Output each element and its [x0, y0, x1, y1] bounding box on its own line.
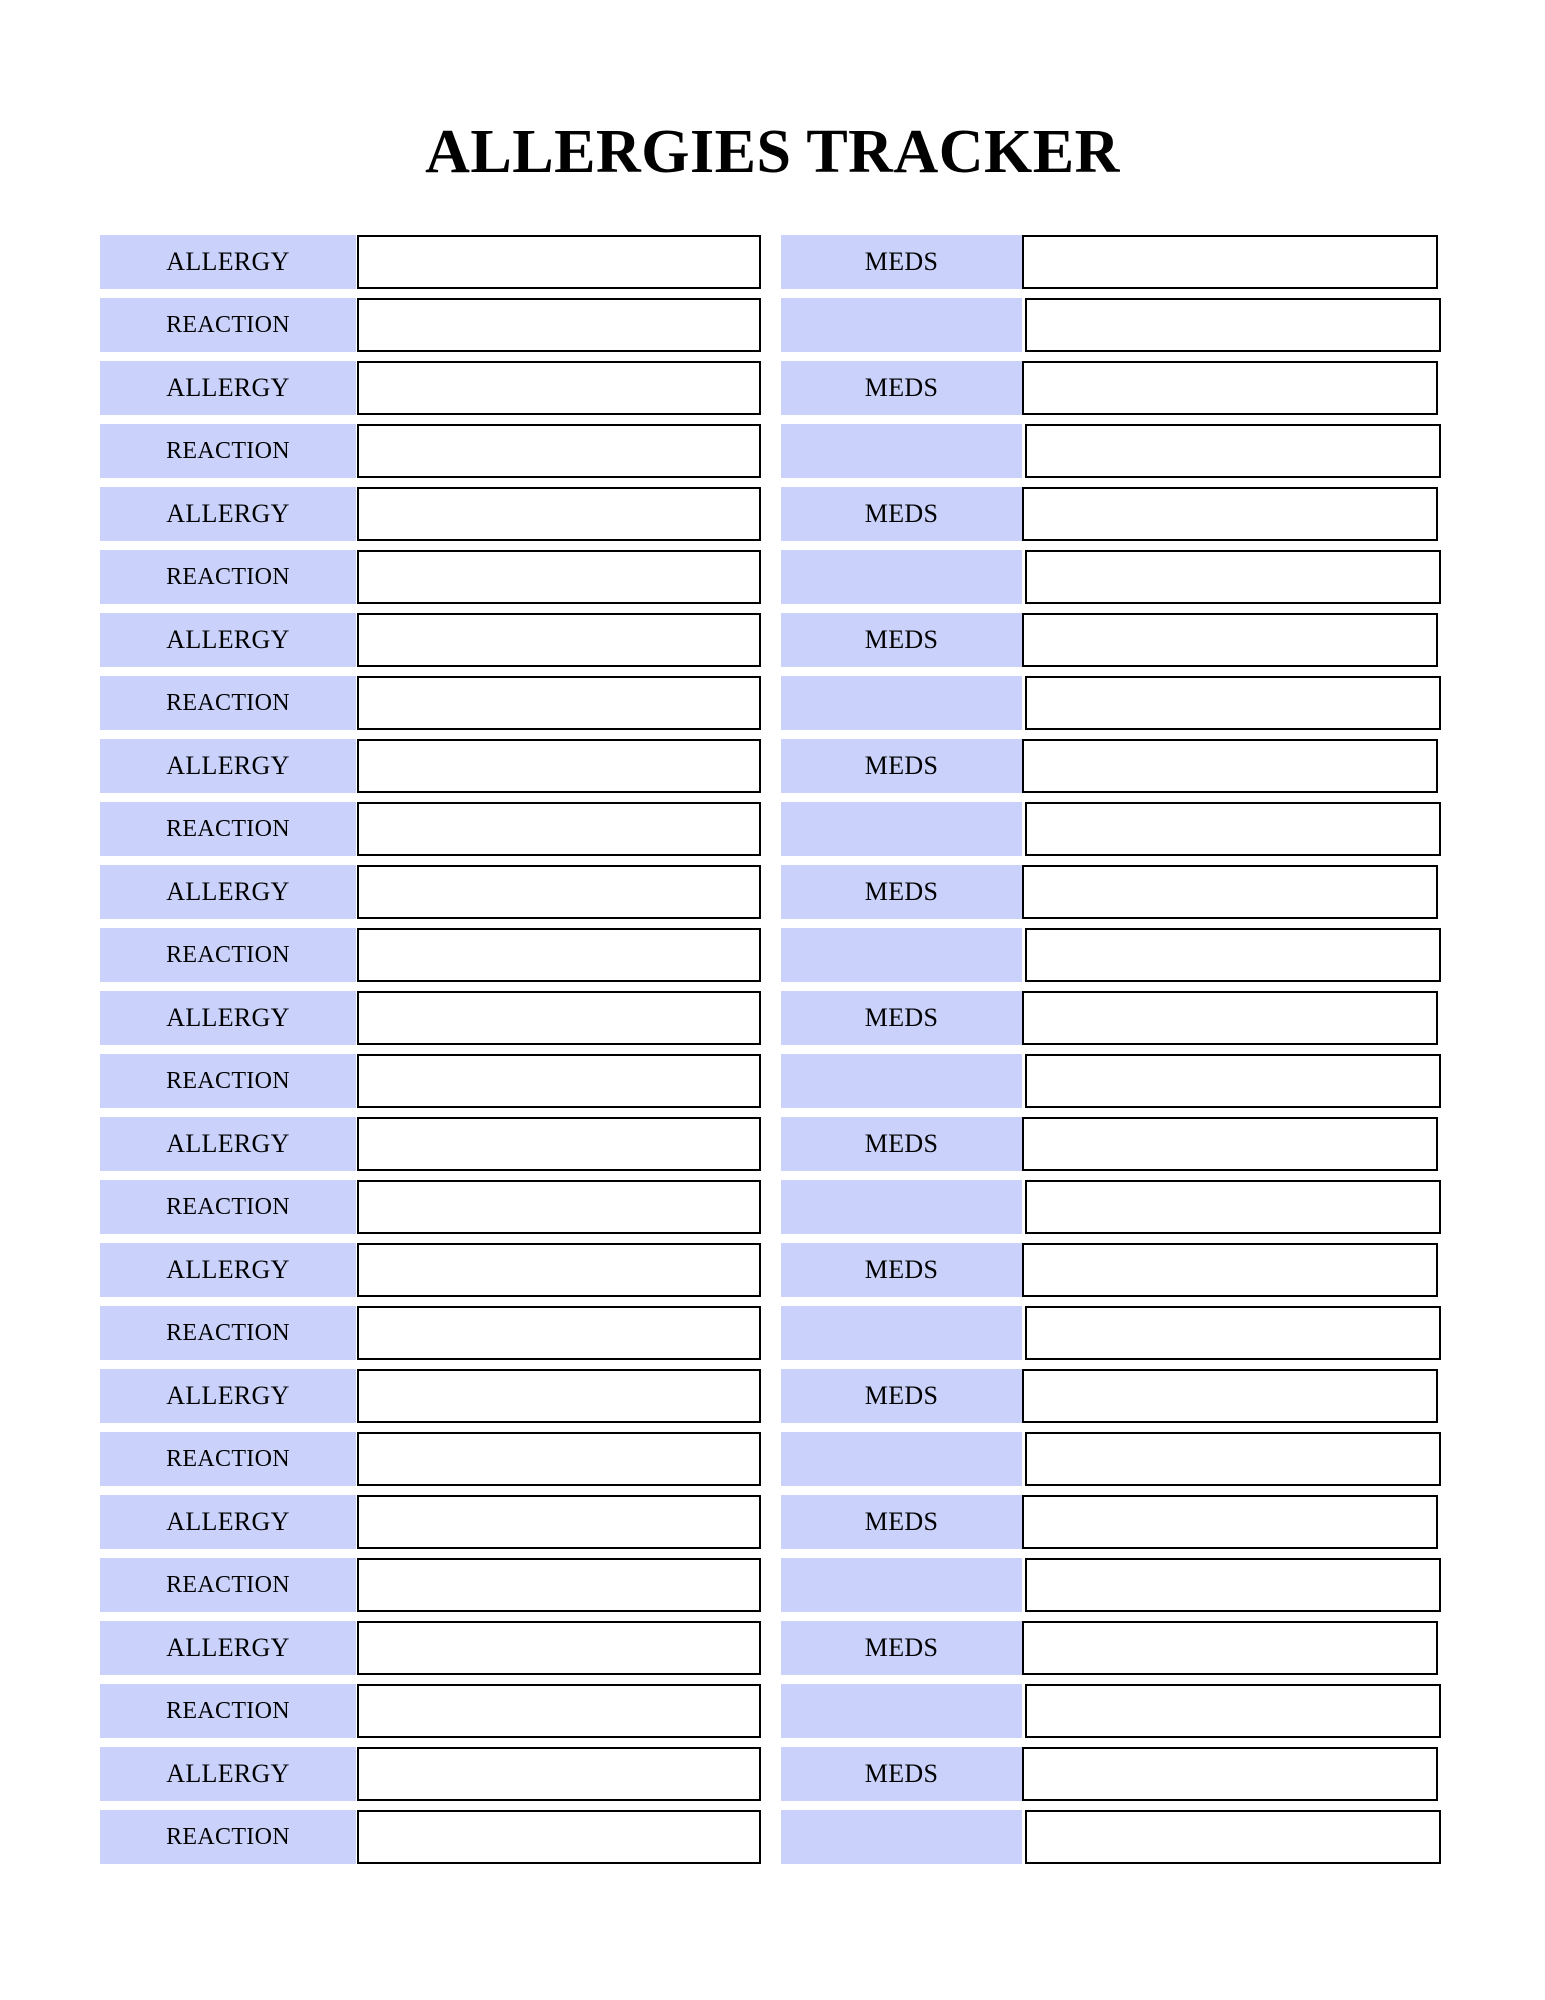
- meds-continued-label: [781, 928, 1022, 982]
- reaction-field[interactable]: [357, 550, 761, 604]
- reaction-field[interactable]: [357, 424, 761, 478]
- meds-continued-label: [781, 1180, 1022, 1234]
- meds-field[interactable]: [1022, 235, 1438, 289]
- reaction-field[interactable]: [357, 1306, 761, 1360]
- allergy-row: [0, 1621, 1545, 1675]
- meds-continued-field[interactable]: [1025, 1558, 1441, 1612]
- meds-field[interactable]: [1022, 613, 1438, 667]
- meds-field[interactable]: [1022, 361, 1438, 415]
- allergy-label: ALLERGY: [100, 361, 356, 415]
- reaction-row: [0, 1432, 1545, 1486]
- reaction-field[interactable]: [357, 676, 761, 730]
- allergy-label: ALLERGY: [100, 1747, 356, 1801]
- reaction-row: [0, 298, 1545, 352]
- allergy-row: [0, 1747, 1545, 1801]
- meds-field[interactable]: [1022, 1369, 1438, 1423]
- allergy-row: [0, 739, 1545, 793]
- reaction-field[interactable]: [357, 1684, 761, 1738]
- allergy-row: [0, 1117, 1545, 1171]
- reaction-row: [0, 676, 1545, 730]
- reaction-row: [0, 928, 1545, 982]
- reaction-field[interactable]: [357, 1054, 761, 1108]
- meds-label: MEDS: [781, 1747, 1022, 1801]
- reaction-row: [0, 1684, 1545, 1738]
- reaction-field[interactable]: [357, 928, 761, 982]
- reaction-row: [0, 1810, 1545, 1864]
- allergy-row: [0, 235, 1545, 289]
- allergy-field[interactable]: [357, 361, 761, 415]
- allergy-field[interactable]: [357, 1747, 761, 1801]
- reaction-row: [0, 1558, 1545, 1612]
- reaction-row: [0, 424, 1545, 478]
- allergy-label: ALLERGY: [100, 1495, 356, 1549]
- reaction-label: REACTION: [100, 1432, 356, 1486]
- meds-continued-label: [781, 298, 1022, 352]
- meds-label: MEDS: [781, 361, 1022, 415]
- meds-field[interactable]: [1022, 1621, 1438, 1675]
- meds-label: MEDS: [781, 613, 1022, 667]
- allergy-field[interactable]: [357, 991, 761, 1045]
- meds-continued-field[interactable]: [1025, 1306, 1441, 1360]
- reaction-label: REACTION: [100, 424, 356, 478]
- allergy-label: ALLERGY: [100, 1243, 356, 1297]
- meds-field[interactable]: [1022, 1117, 1438, 1171]
- allergy-row: [0, 1495, 1545, 1549]
- meds-label: MEDS: [781, 739, 1022, 793]
- reaction-row: [0, 1180, 1545, 1234]
- reaction-label: REACTION: [100, 1558, 356, 1612]
- allergy-field[interactable]: [357, 1495, 761, 1549]
- allergy-label: ALLERGY: [100, 1369, 356, 1423]
- meds-label: MEDS: [781, 1369, 1022, 1423]
- allergy-row: [0, 613, 1545, 667]
- meds-label: MEDS: [781, 235, 1022, 289]
- meds-continued-label: [781, 424, 1022, 478]
- meds-continued-label: [781, 1810, 1022, 1864]
- meds-continued-field[interactable]: [1025, 1180, 1441, 1234]
- meds-field[interactable]: [1022, 991, 1438, 1045]
- reaction-label: REACTION: [100, 1810, 356, 1864]
- meds-field[interactable]: [1022, 1747, 1438, 1801]
- meds-field[interactable]: [1022, 1495, 1438, 1549]
- reaction-label: REACTION: [100, 676, 356, 730]
- meds-continued-field[interactable]: [1025, 424, 1441, 478]
- reaction-label: REACTION: [100, 802, 356, 856]
- meds-label: MEDS: [781, 1495, 1022, 1549]
- allergy-row: [0, 991, 1545, 1045]
- reaction-label: REACTION: [100, 1306, 356, 1360]
- reaction-row: [0, 802, 1545, 856]
- meds-continued-label: [781, 1684, 1022, 1738]
- meds-continued-field[interactable]: [1025, 1810, 1441, 1864]
- allergy-field[interactable]: [357, 865, 761, 919]
- page-title: ALLERGIES TRACKER: [425, 118, 1120, 186]
- reaction-label: REACTION: [100, 1054, 356, 1108]
- meds-field[interactable]: [1022, 487, 1438, 541]
- allergy-label: ALLERGY: [100, 487, 356, 541]
- reaction-label: REACTION: [100, 298, 356, 352]
- meds-continued-label: [781, 802, 1022, 856]
- reaction-label: REACTION: [100, 1684, 356, 1738]
- reaction-row: [0, 1306, 1545, 1360]
- meds-continued-label: [781, 676, 1022, 730]
- meds-continued-field[interactable]: [1025, 550, 1441, 604]
- meds-continued-field[interactable]: [1025, 676, 1441, 730]
- allergy-row: [0, 361, 1545, 415]
- meds-continued-label: [781, 1306, 1022, 1360]
- allergy-field[interactable]: [357, 1243, 761, 1297]
- allergy-label: ALLERGY: [100, 739, 356, 793]
- allergy-label: ALLERGY: [100, 1621, 356, 1675]
- meds-continued-field[interactable]: [1025, 802, 1441, 856]
- allergy-label: ALLERGY: [100, 235, 356, 289]
- reaction-label: REACTION: [100, 928, 356, 982]
- reaction-field[interactable]: [357, 1810, 761, 1864]
- reaction-field[interactable]: [357, 802, 761, 856]
- allergy-label: ALLERGY: [100, 613, 356, 667]
- allergy-field[interactable]: [357, 235, 761, 289]
- meds-field[interactable]: [1022, 1243, 1438, 1297]
- meds-label: MEDS: [781, 865, 1022, 919]
- reaction-label: REACTION: [100, 550, 356, 604]
- allergy-label: ALLERGY: [100, 865, 356, 919]
- meds-continued-field[interactable]: [1025, 1054, 1441, 1108]
- meds-continued-field[interactable]: [1025, 928, 1441, 982]
- meds-continued-field[interactable]: [1025, 298, 1441, 352]
- meds-continued-label: [781, 550, 1022, 604]
- reaction-field[interactable]: [357, 298, 761, 352]
- meds-label: MEDS: [781, 487, 1022, 541]
- allergy-field[interactable]: [357, 1369, 761, 1423]
- allergy-row: [0, 1369, 1545, 1423]
- allergy-label: ALLERGY: [100, 1117, 356, 1171]
- meds-label: MEDS: [781, 1117, 1022, 1171]
- allergy-row: [0, 487, 1545, 541]
- allergy-field[interactable]: [357, 1117, 761, 1171]
- meds-continued-label: [781, 1054, 1022, 1108]
- allergy-label: ALLERGY: [100, 991, 356, 1045]
- reaction-row: [0, 550, 1545, 604]
- allergy-row: [0, 1243, 1545, 1297]
- meds-label: MEDS: [781, 991, 1022, 1045]
- meds-continued-field[interactable]: [1025, 1684, 1441, 1738]
- reaction-field[interactable]: [357, 1180, 761, 1234]
- meds-continued-label: [781, 1432, 1022, 1486]
- reaction-row: [0, 1054, 1545, 1108]
- reaction-field[interactable]: [357, 1432, 761, 1486]
- meds-field[interactable]: [1022, 865, 1438, 919]
- meds-field[interactable]: [1022, 739, 1438, 793]
- meds-continued-label: [781, 1558, 1022, 1612]
- reaction-field[interactable]: [357, 1558, 761, 1612]
- meds-label: MEDS: [781, 1243, 1022, 1297]
- allergy-field[interactable]: [357, 739, 761, 793]
- allergy-field[interactable]: [357, 1621, 761, 1675]
- allergy-row: [0, 865, 1545, 919]
- meds-label: MEDS: [781, 1621, 1022, 1675]
- reaction-label: REACTION: [100, 1180, 356, 1234]
- meds-continued-field[interactable]: [1025, 1432, 1441, 1486]
- allergy-field[interactable]: [357, 487, 761, 541]
- allergy-field[interactable]: [357, 613, 761, 667]
